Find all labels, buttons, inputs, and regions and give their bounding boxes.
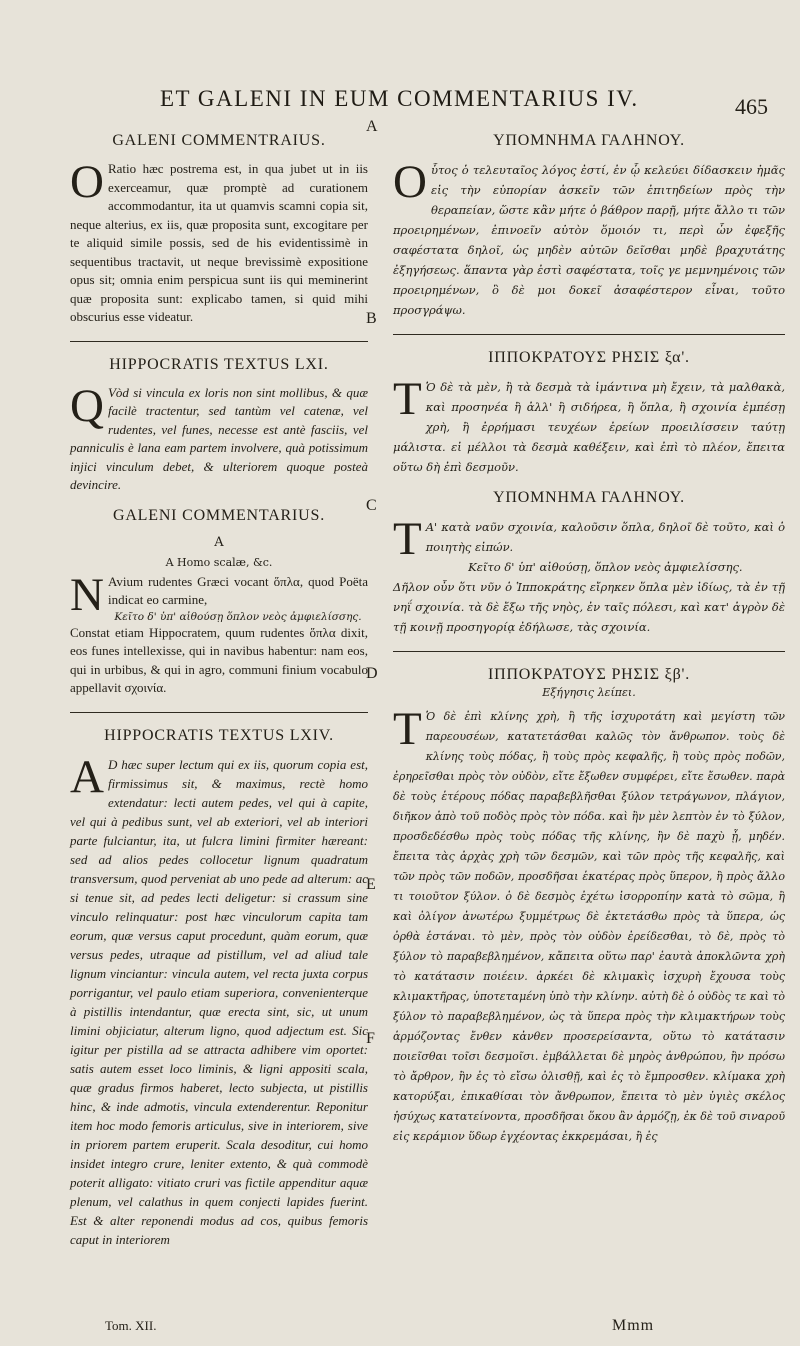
hippokratous-rhesis-61 — [393, 349, 785, 477]
greek-verse: Κεῖτο δ' ὑπ' αἰθούσῃ ὅπλον νεὸς ἀμφιελίσσης. — [114, 610, 362, 623]
lemma-note: A Homo scalæ, &c. — [165, 555, 273, 569]
margin-letter-c: C — [366, 497, 377, 514]
divider — [393, 334, 785, 335]
paragraph-text: Vòd si vincula ex loris non sint mollibus, & quæ facilè tractentur, sed tantùm vel catenæ, vel rudentes, vel funes, necesse est antè fasciis, vel panniculis è lana eam partem involvere, quà potissimum injici vinculum debet, & ulteriorem quoque posteà devincire. — [70, 384, 368, 492]
margin-letter-e: E — [366, 876, 376, 893]
drop-cap: O — [70, 156, 104, 208]
section-label: A — [214, 534, 224, 550]
paragraph — [393, 156, 785, 320]
drop-cap: A — [70, 750, 104, 803]
section-title: GALENI COMMENTRAIUS. — [112, 132, 326, 149]
margin-letter-b: B — [366, 310, 377, 327]
drop-cap: Q — [70, 379, 104, 432]
hypomnema-galenou-2 — [393, 489, 785, 637]
section-title: GALENI COMMENTARIUS. — [112, 506, 326, 524]
paragraph-text: Constat etiam Hippocratem, quum rudentes ὅπλα dixit, eos funes intellexisse, qui in navibus habentur: nam eos, qui in urbibus, & qui in agro, communi finium vocabulo appellavit σχοινία. — [70, 624, 368, 695]
hippocratis-textus-64 — [70, 727, 368, 1249]
paragraph-text: Avium rudentes Græci vocant ὅπλα, quod Poëta indicat eo carmine, — [107, 573, 368, 607]
paragraph — [70, 568, 368, 698]
divider — [393, 651, 785, 652]
running-header: ET GALENI IN EUM COMMENTARIUS IV. — [160, 86, 639, 111]
section-title: ΥΠΟΜΝΗΜΑ ΓΑΛΗΝΟΥ. — [493, 132, 685, 149]
greek-verse: Κεῖτο δ' ὑπ' αἰθούσῃ, ὅπλον νεὸς ἀμφιελίσσης. — [468, 560, 743, 574]
divider — [70, 712, 368, 713]
paragraph-text: Ὁ δὲ τὰ μὲν, ἢ τὰ δεσμὰ τὰ ἱμάντινα μὴ ἔχειν, τὰ μαλθακὰ, καὶ προσηνέα ἢ ἀλλ' ἢ σιδήρεα, ἢ ὅπλα, ἢ σχοινία ἐμπέσῃ χρὴ, ἢ ἐρρήμασι τευχέων ἐρείων προειλίσσειν ταύτῃ μάλιστα. εἰ μέλλοι τὰ δεσμὰ καθέξειν, καὶ ἐπὶ τὸ πλέον, ἔπειτα οὕτω δὴ ἐπὶ δεσμοῦν. — [393, 380, 785, 474]
margin-letter-d: D — [366, 665, 378, 682]
margin-letter-a: A — [366, 118, 378, 135]
volume-label: Tom. XII. — [105, 1318, 157, 1333]
section-title: ΥΠΟΜΝΗΜΑ ΓΑΛΗΝΟΥ. — [493, 489, 685, 506]
hippocratis-textus-61 — [70, 356, 368, 495]
signature-mark: Mmm — [612, 1317, 655, 1334]
hypomnema-galenou-1 — [393, 132, 785, 320]
drop-cap: Τ — [393, 373, 422, 425]
drop-cap: N — [70, 568, 104, 621]
drop-cap: Τ — [393, 513, 422, 565]
section-subtitle: Εξήγησις λείπει. — [542, 686, 636, 699]
right-column — [393, 120, 785, 1157]
hippokratous-rhesis-62 — [393, 666, 785, 1147]
galeni-commentarius-2 — [70, 507, 368, 698]
paragraph — [393, 373, 785, 477]
paragraph — [70, 379, 368, 495]
section-title: HIPPOCRATIS TEXTUS LXIV. — [104, 726, 334, 744]
paragraph — [70, 750, 368, 1249]
section-title: ΙΠΠΟΚΡΑΤΟΥΣ ΡΗΣΙΣ ξβ'. — [487, 666, 691, 683]
page-number: 465 — [735, 94, 768, 119]
paragraph — [393, 703, 785, 1147]
galeni-commentarius-1 — [70, 132, 368, 327]
paragraph-text: D hæc super lectum qui ex iis, quorum copia est, firmissimus sit, & maximus, rectè homo extendatur: lecti autem pedes, vel qui à capite, vel qui à pedibus sunt, vel ab exteriori, vel ab interiori parte fulciantur, ita, ut fulcra limini firmiter hæreant: sed ad alios pedes collocetur lignum quadratum transversum, quod perveniat ab uno pede ad alterum: ac si tenue sit, ad pedes lecti deligetur: si crassum sine vinculo relinquatur: post hæc vinculorum capita tam eorum, quæ versus caput procedunt, quàm eorum, quæ versus pedes, utraque ad pistillum, vel ad aliud tale lignum vinciantur: vincula autem, vel recta juxta corpus porrigantur, vel paulo etiam superiora, convenienterque à pistillis intendantur, quæ erecta sint, sic, ut unum limini objiciatur, alterum ligno, quod adjectum est. Sic igitur per pistilla ad se attracta adhibere vim oportet: satis autem esset loco liminis, & ligni appositi scala, quæ gradus firmos haberet, lecto subjecta, ut pistillis hinc, & inde admotis, vincula extenderentur. Reponitur item hoc modo femoris articulus, sive in interiorem, sive in priorem partem eruperit. Scala desoditur, cui homo insidet integro crure, leniter extento, & quà commodè poterit alligato: vitiato cruri vas fictile appenditur aquæ plenum, vel calathus in quem conjecti lapides fuerint. Est & alter reponendi modus ad cos, quibus femoris caput in interiorem — [70, 756, 368, 1247]
paragraph-text: Ratio hæc postrema est, in qua jubet ut in iis exerceamur, quæ promptè ad curationem accommodantur, ita ut quamvis scamni copia sit, neque alterius, ex iis, quæ proposita sunt, excogitare per te aliquid simile possis, sed de his evidentissimè in sequentibus tractavit, ut neque brevissimè expositione opus sit; omnia enim perspicua sunt iis qui meminerint quæ proposita sunt: explicabo tamen, si quid mihi obscurius esse videatur. — [70, 161, 368, 324]
drop-cap: Τ — [393, 703, 422, 755]
section-title: ΙΠΠΟΚΡΑΤΟΥΣ ΡΗΣΙΣ ξα'. — [488, 349, 690, 366]
paragraph-text: ὗτος ὁ τελευταῖος λόγος ἐστί, ἐν ᾧ κελεύει δίδασκειν ἡμᾶς εἰς τὴν εὐπορίαν ἀσκεῖν τῶν ἐπιτηδείων πρὸς τὴν θεραπείαν, ὥστε κἂν μήτε ὁ βάθρον παρῇ, μήτε ἄλλο τι τῶν προειρημένων, ἐπινοεῖν αὐτὸν ὅμοιόν τι, περὶ ὧν ἐφεξῆς σαφέστατα δηλοῖ, ὡς μηδὲν αὐτῶν δεῖσθαι μηδὲ βραχυτάτης ἐξηγήσεως. ἅπαντα γὰρ ἐστὶ σαφέστατα, τοῖς γε μεμνημένοις τῶν προειρημένων, ὃ δὲ μοι δοκεῖ ἀσαφέστερον εἶναι, τοῦτο προσγράψω. — [393, 163, 785, 317]
paragraph — [393, 513, 785, 637]
paragraph-text: Ὁ δὲ ἐπὶ κλίνης χρὴ, ἢ τῆς ἰσχυροτάτη καὶ μεγίστη τῶν παρεουσέων, κατατετάσθαι καλῶς τὸν ἄνθρωπον. τοὺς δὲ κλίνης τοὺς πόδας, ἢ τοὺς πρὸς κεφαλῆς, ἢ τοὺς πρὸς ποδῶν, ἐρηρεῖσθαι πρὸς τὸν οὐδὸν, εἴτε ἔξωθεν συμφέρει, εἴτε ἔσωθεν. παρὰ δὲ τοὺς ἑτέρους πόδας παραβεβλῆσθαι ξύλον τετράγωνον, πλάγιον, διῆκον ἀπὸ τοῦ ποδὸς πρὸς τὸν πόδα. καὶ ἢν μὲν λεπτὸν ἐν τὸ ξύλον, προσδεδέσθω πρὸς τοὺς πόδας τῆς κλίνης, ἢν δὲ παχὺ ᾖ, μηδέν. ἔπειτα τὰς ἀρχὰς χρὴ τῶν δεσμῶν, καὶ τῶν πρὸς τῆς κεφαλῆς, καὶ τῶν πρὸς τῶν ποδῶν, προσδῆσαι ἑκατέρας πρὸς ὕπερον, ἢ πρὸς ἄλλο τι τοιοῦτον ξύλον. ὁ δὲ δεσμὸς ἐχέτω ἰσορροπίην κατὰ τὸ σῶμα, ἢ καὶ ὀλίγον ἀνωτέρω ξυμμέτρως δὲ ἐκτετάσθω πρὸς τὰ ὕπερα, ὡς ὀρθὰ ἑστάναι. τὸ μὲν, πρὸς τὸν οὐδὸν ἐρείδεσθαι, τὸ δὲ, πρὸς τὸ ξύλον τὸ παραβεβλημένον, κἄπειτα οὕτω παρ' ἑαυτὰ ἀποκλῶντα χρὴ τὸ κατάτασιν ποιέειν. ἀρκέει δὲ κλιμακὶς ἰσχυρὴ ἔχουσα τοὺς κλιμακτῆρας, ὑποτεταμένη ὑπὸ τὴν κλίνην. αὐτὴ δὲ ὁ οὐδὸς τε καὶ τὸ ξύλον τὸ παραβεβλημένον, ὡς τὰ ὕπερα πρὸς τὴν κλιμακτήρων τοὺς ἁρμόζοντας ἔνθεν κἀνθεν προσερείσαντα, οὕτω τὸ κατάτασιν ποιεῖσθαι τοῖσι δεσμοῖσι. ἐμβάλλεται δὲ μηρὸς ἀνθρώπου, ἢν πρόσω τὸ ἄρθρον, ἢν ἐς τὸ εἴσω ὀλισθῇ, καὶ ἐς τὸ ἔμπροσθεν. κλίμακα χρὴ κατορύξαι, ἐπικαθίσαι τὸν ἄνθρωπον, ἔπειτα τὸ μὲν ὑγιὲς σκέλος ἠσύχως κατατείνοντα, προσδῆσαι ὅκου ἂν ἁρμόζῃ, ἐκ δὲ τοῦ σιναροῦ εἰς κεράμιον ὕδωρ ἐγχέοντας ἐκκρεμάσαι, ἢ ἐς — [393, 710, 785, 1143]
paragraph-text: Α' κατὰ ναῦν σχοινία, καλοῦσιν ὅπλα, δηλοῖ δὲ τοῦτο, καὶ ὁ ποιητὴς εἰπών. — [425, 520, 785, 554]
left-column — [70, 120, 368, 1259]
margin-letter-f: F — [366, 1030, 375, 1047]
paragraph — [70, 156, 368, 327]
divider — [70, 341, 368, 342]
drop-cap: Ο — [393, 156, 427, 208]
paragraph-text: Δῆλον οὖν ὅτι νῦν ὁ Ἱπποκράτης εἴρηκεν ὅπλα μὲν ἰδίως, τὰ ἐν τῇ νηΐ σχοινία. τὰ δὲ ἔξω τῆς νηὸς, ἐν ταῖς πόλεσι, καὶ κατ' ἀγρὸν δὲ τῇ κοινῇ προσηγορίᾳ ἐδήλωσε, τὰς σχοινία. — [393, 580, 785, 634]
section-title: HIPPOCRATIS TEXTUS LXI. — [109, 355, 329, 373]
